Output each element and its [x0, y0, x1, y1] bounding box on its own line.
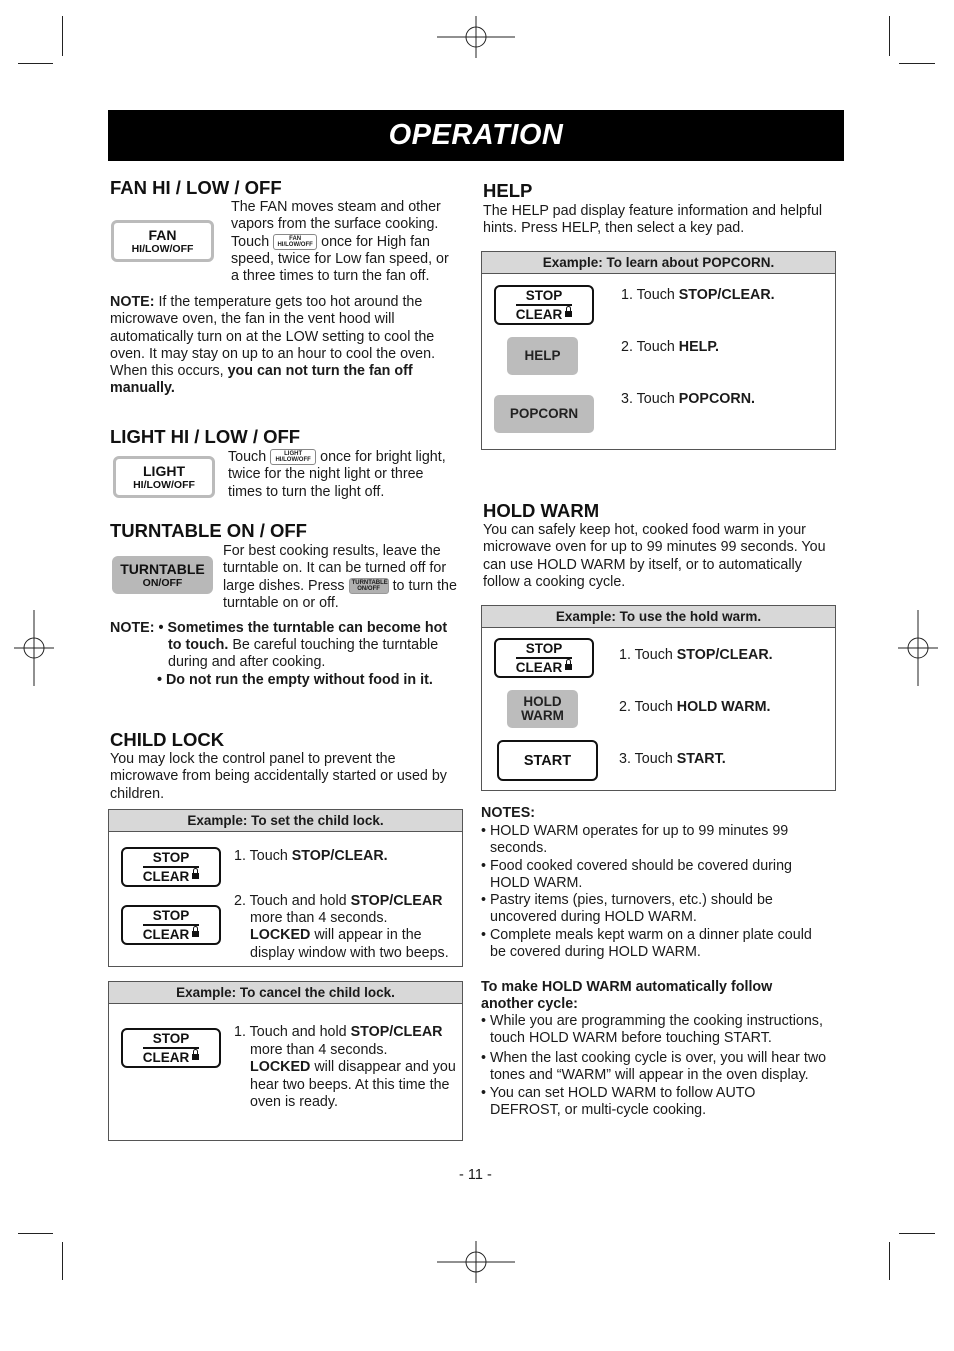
- hold-warm-key: [507, 690, 578, 728]
- registration-mark-icon: [437, 1241, 515, 1283]
- step-text: will appear in the: [310, 927, 422, 944]
- step-bold: HOLD WARM.: [676, 699, 771, 715]
- note-text: during and after cooking.: [168, 654, 326, 671]
- clear-label: CLEAR: [515, 306, 563, 322]
- stop-clear-key: [121, 905, 221, 945]
- auto-follow-label: [481, 979, 841, 1014]
- step-bold: LOCKED: [250, 1059, 311, 1076]
- step-bold: STOP/CLEAR.: [678, 287, 775, 303]
- note-bold: Sometimes the turntable can become hot: [167, 620, 448, 636]
- notes-label: [481, 805, 535, 822]
- step-text: more than 4 seconds.: [250, 910, 388, 926]
- list-item: • When the last cooking cycle is over, you will hear two: [481, 1050, 827, 1066]
- registration-mark-icon: [898, 610, 938, 686]
- note-text: When this occurs,: [110, 363, 228, 380]
- start-key-label: START: [523, 752, 572, 769]
- step-bold: STOP/CLEAR: [350, 1024, 443, 1040]
- turntable-description: [223, 543, 463, 612]
- stop-label: STOP: [516, 642, 573, 659]
- child-text-line: children.: [110, 785, 165, 802]
- step-text: 1. Touch and hold: [234, 1024, 351, 1040]
- list-item: uncovered during HOLD WARM.: [490, 909, 697, 926]
- step-text: 2. Touch: [619, 699, 677, 715]
- warm-key-label: WARM: [521, 708, 564, 723]
- notes-heading: NOTES:: [481, 805, 536, 821]
- child-text-line: microwave from being accidentally started or used by: [110, 768, 447, 785]
- hold-text-line: microwave oven for up to 99 minutes 99 seconds. You: [483, 539, 826, 556]
- set-step-2: [234, 893, 459, 910]
- page-title: OPERATION: [388, 119, 564, 151]
- inline-key-sublabel: HI/LOW/OFF: [275, 457, 311, 464]
- lock-icon: [565, 664, 572, 670]
- hold-text-line: follow a cooking cycle.: [483, 573, 626, 590]
- hold-text-line: You can safely keep hot, cooked food warm in your: [483, 522, 806, 538]
- step-text: 1. Touch: [621, 287, 679, 303]
- note-bold: you can not turn the fan off: [227, 363, 413, 380]
- turntable-text-line: turntable on or off.: [223, 594, 339, 611]
- help-key: [507, 337, 578, 375]
- child-lock-heading: CHILD LOCK: [110, 729, 225, 750]
- note-text: Be careful touching the turntable: [228, 637, 439, 653]
- stop-label: STOP: [143, 909, 200, 926]
- list-item: • While you are programming the cooking instructions,: [481, 1013, 823, 1029]
- cancel-step-1: [234, 1024, 459, 1041]
- fan-heading: FAN HI / LOW / OFF: [110, 177, 282, 198]
- step-text: more than 4 seconds.: [250, 1042, 388, 1058]
- fan-text-line: once for High fan: [321, 233, 431, 250]
- step-text: display window with two beeps.: [250, 944, 449, 961]
- list-item: touch HOLD WARM before touching START.: [490, 1030, 772, 1047]
- help-heading: HELP: [483, 180, 533, 201]
- lock-icon: [192, 873, 199, 879]
- light-text-line: once for bright light,: [320, 449, 446, 465]
- step-text: 1. Touch: [234, 848, 292, 864]
- crop-mark: [18, 63, 53, 64]
- auto-heading: another cycle:: [481, 996, 578, 1013]
- list-item: HOLD WARM.: [490, 874, 583, 891]
- list-item: seconds.: [490, 840, 548, 857]
- step-text: 3. Touch: [619, 751, 677, 767]
- start-key: [497, 740, 598, 781]
- hold-text-line: can use HOLD WARM by itself, or to automatically: [483, 556, 802, 573]
- inline-key-sublabel: ON/OFF: [357, 585, 380, 592]
- step-bold: STOP/CLEAR: [350, 893, 443, 909]
- fan-inline-key: [273, 234, 317, 250]
- inline-key-label: LIGHT: [284, 451, 303, 458]
- turntable-text-line: turntable on. It can be turned off for: [223, 560, 447, 577]
- help-step-3: [621, 391, 755, 408]
- list-item: • Pastry items (pies, turnovers, etc.) should be: [481, 892, 773, 909]
- lock-icon: [192, 931, 199, 937]
- hold-step-3: [619, 751, 726, 768]
- stop-clear-key: [494, 285, 594, 325]
- fan-text-line: The FAN moves steam and other: [231, 199, 441, 215]
- popcorn-key-label: POPCORN: [509, 406, 579, 421]
- inline-key-sublabel: HI/LOW/OFF: [277, 241, 313, 248]
- crop-mark: [899, 63, 935, 64]
- inline-key-label: FAN: [289, 235, 302, 242]
- help-step-2: [621, 339, 719, 356]
- step-text: 3. Touch: [621, 391, 679, 407]
- note-text: oven. It may stay on up to an hour to cool the oven.: [110, 345, 436, 362]
- inline-key-label: TURNTABLE: [351, 579, 388, 586]
- list-item: • Complete meals kept warm on a dinner plate could: [481, 926, 812, 943]
- set-step-2-detail: [250, 910, 465, 962]
- clear-label: CLEAR: [142, 926, 190, 942]
- help-description: [483, 203, 838, 238]
- step-bold: HELP.: [678, 339, 720, 355]
- light-text-line: times to turn the light off.: [228, 483, 385, 500]
- crop-mark: [62, 16, 63, 56]
- crop-mark: [889, 1242, 890, 1280]
- note-text: microwave oven, the fan in the vent hood will: [110, 311, 395, 328]
- step-text: will disappear and you: [310, 1059, 456, 1076]
- fan-description: [231, 199, 461, 285]
- hold-key-label: HOLD: [523, 694, 562, 709]
- list-item: • HOLD WARM operates for up to 99 minutes 99: [481, 823, 789, 839]
- note-bold: to touch.: [168, 637, 229, 653]
- turntable-note-cont: [168, 637, 463, 672]
- fan-text-line: a three times to turn the fan off.: [231, 268, 430, 285]
- auto-follow-list-2: [481, 1050, 846, 1119]
- turntable-note-2: [157, 672, 457, 689]
- light-key-sublabel: HI/LOW/OFF: [133, 478, 195, 491]
- fan-note: [110, 294, 455, 398]
- light-inline-key: [270, 449, 316, 465]
- note-label: NOTE: •: [110, 620, 164, 636]
- turntable-key-label: TURNTABLE: [120, 560, 205, 577]
- light-description: [228, 449, 460, 501]
- step-text: 2. Touch and hold: [234, 893, 351, 909]
- clear-label: CLEAR: [142, 868, 190, 884]
- step-text: 2. Touch: [621, 339, 679, 355]
- note-label: NOTE:: [110, 294, 155, 310]
- example-title: Example: To learn about POPCORN.: [482, 252, 835, 274]
- example-title: Example: To cancel the child lock.: [109, 982, 462, 1004]
- note-bold: • Do not run the empty without food in it.: [157, 672, 433, 688]
- fan-key-sublabel: HI/LOW/OFF: [131, 242, 194, 255]
- list-item: • Food cooked covered should be covered during: [481, 857, 792, 874]
- registration-mark-icon: [437, 16, 515, 58]
- list-item: DEFROST, or multi-cycle cooking.: [490, 1101, 707, 1118]
- auto-heading: To make HOLD WARM automatically follow: [481, 979, 773, 995]
- list-item: tones and “WARM” will appear in the oven display.: [490, 1067, 809, 1084]
- operation-banner: [108, 110, 844, 161]
- popcorn-key: [494, 395, 594, 433]
- note-text: automatically turn on at the LOW setting to cool the: [110, 328, 435, 345]
- child-lock-description: [110, 751, 462, 803]
- step-text: oven is ready.: [250, 1093, 338, 1110]
- help-text-line: The HELP pad display feature information and helpful: [483, 203, 823, 219]
- turntable-text-line: large dishes. Press: [223, 577, 345, 594]
- list-item: be covered during HOLD WARM.: [490, 944, 701, 961]
- step-bold: START.: [676, 751, 726, 767]
- stop-clear-key: [494, 638, 594, 678]
- stop-clear-key: [121, 1028, 221, 1068]
- example-title: Example: To set the child lock.: [109, 810, 462, 832]
- step-bold: LOCKED: [250, 927, 311, 944]
- turntable-heading: TURNTABLE ON / OFF: [110, 520, 307, 541]
- registration-mark-icon: [14, 610, 54, 686]
- stop-clear-key: [121, 847, 221, 887]
- fan-key-label: FAN: [148, 226, 177, 243]
- clear-label: CLEAR: [515, 659, 563, 675]
- lock-icon: [192, 1054, 199, 1060]
- example-title: Example: To use the hold warm.: [482, 606, 835, 628]
- turntable-inline-key: [349, 578, 389, 594]
- child-text-line: You may lock the control panel to prevent the: [110, 751, 396, 767]
- lock-icon: [565, 311, 572, 317]
- notes-list: [481, 823, 841, 961]
- turntable-text-line: to turn the: [392, 577, 457, 594]
- help-text-line: hints. Press HELP, then select a key pad.: [483, 220, 745, 237]
- hold-step-1: [619, 647, 773, 664]
- light-key-label: LIGHT: [143, 462, 185, 479]
- stop-label: STOP: [143, 1032, 200, 1049]
- hold-warm-description: [483, 522, 843, 591]
- note-text: If the temperature gets too hot around the: [154, 294, 423, 310]
- help-key-label: HELP: [524, 348, 561, 363]
- fan-text-line: Touch: [231, 233, 270, 250]
- hold-warm-heading: HOLD WARM: [483, 500, 600, 521]
- note-bold: manually.: [110, 380, 175, 397]
- hold-step-2: [619, 699, 770, 716]
- light-key: [113, 456, 215, 498]
- step-bold: STOP/CLEAR.: [676, 647, 773, 663]
- step-bold: POPCORN.: [678, 391, 756, 407]
- stop-label: STOP: [143, 851, 200, 868]
- crop-mark: [899, 1233, 935, 1234]
- crop-mark: [889, 16, 890, 56]
- turntable-text-line: For best cooking results, leave the: [223, 543, 441, 559]
- turntable-note: [110, 620, 460, 637]
- cancel-step-1-detail: [250, 1042, 462, 1111]
- light-text-line: Touch: [228, 449, 267, 465]
- help-step-1: [621, 287, 775, 304]
- fan-key: [111, 220, 214, 262]
- turntable-key: [112, 556, 213, 594]
- set-step-1: [234, 848, 388, 865]
- turntable-key-sublabel: ON/OFF: [142, 576, 183, 589]
- light-heading: LIGHT HI / LOW / OFF: [110, 426, 301, 447]
- fan-text-line: speed, twice for Low fan speed, or: [231, 250, 449, 267]
- clear-label: CLEAR: [142, 1049, 190, 1065]
- fan-text-line: vapors from the surface cooking.: [231, 216, 439, 233]
- light-text-line: twice for the night light or three: [228, 466, 424, 483]
- step-text: hear two beeps. At this time the: [250, 1076, 450, 1093]
- step-text: 1. Touch: [619, 647, 677, 663]
- step-bold: STOP/CLEAR.: [291, 848, 388, 864]
- list-item: • You can set HOLD WARM to follow AUTO: [481, 1084, 756, 1101]
- crop-mark: [18, 1233, 53, 1234]
- stop-label: STOP: [516, 289, 573, 306]
- page-number: - 11 -: [459, 1167, 492, 1183]
- crop-mark: [62, 1242, 63, 1280]
